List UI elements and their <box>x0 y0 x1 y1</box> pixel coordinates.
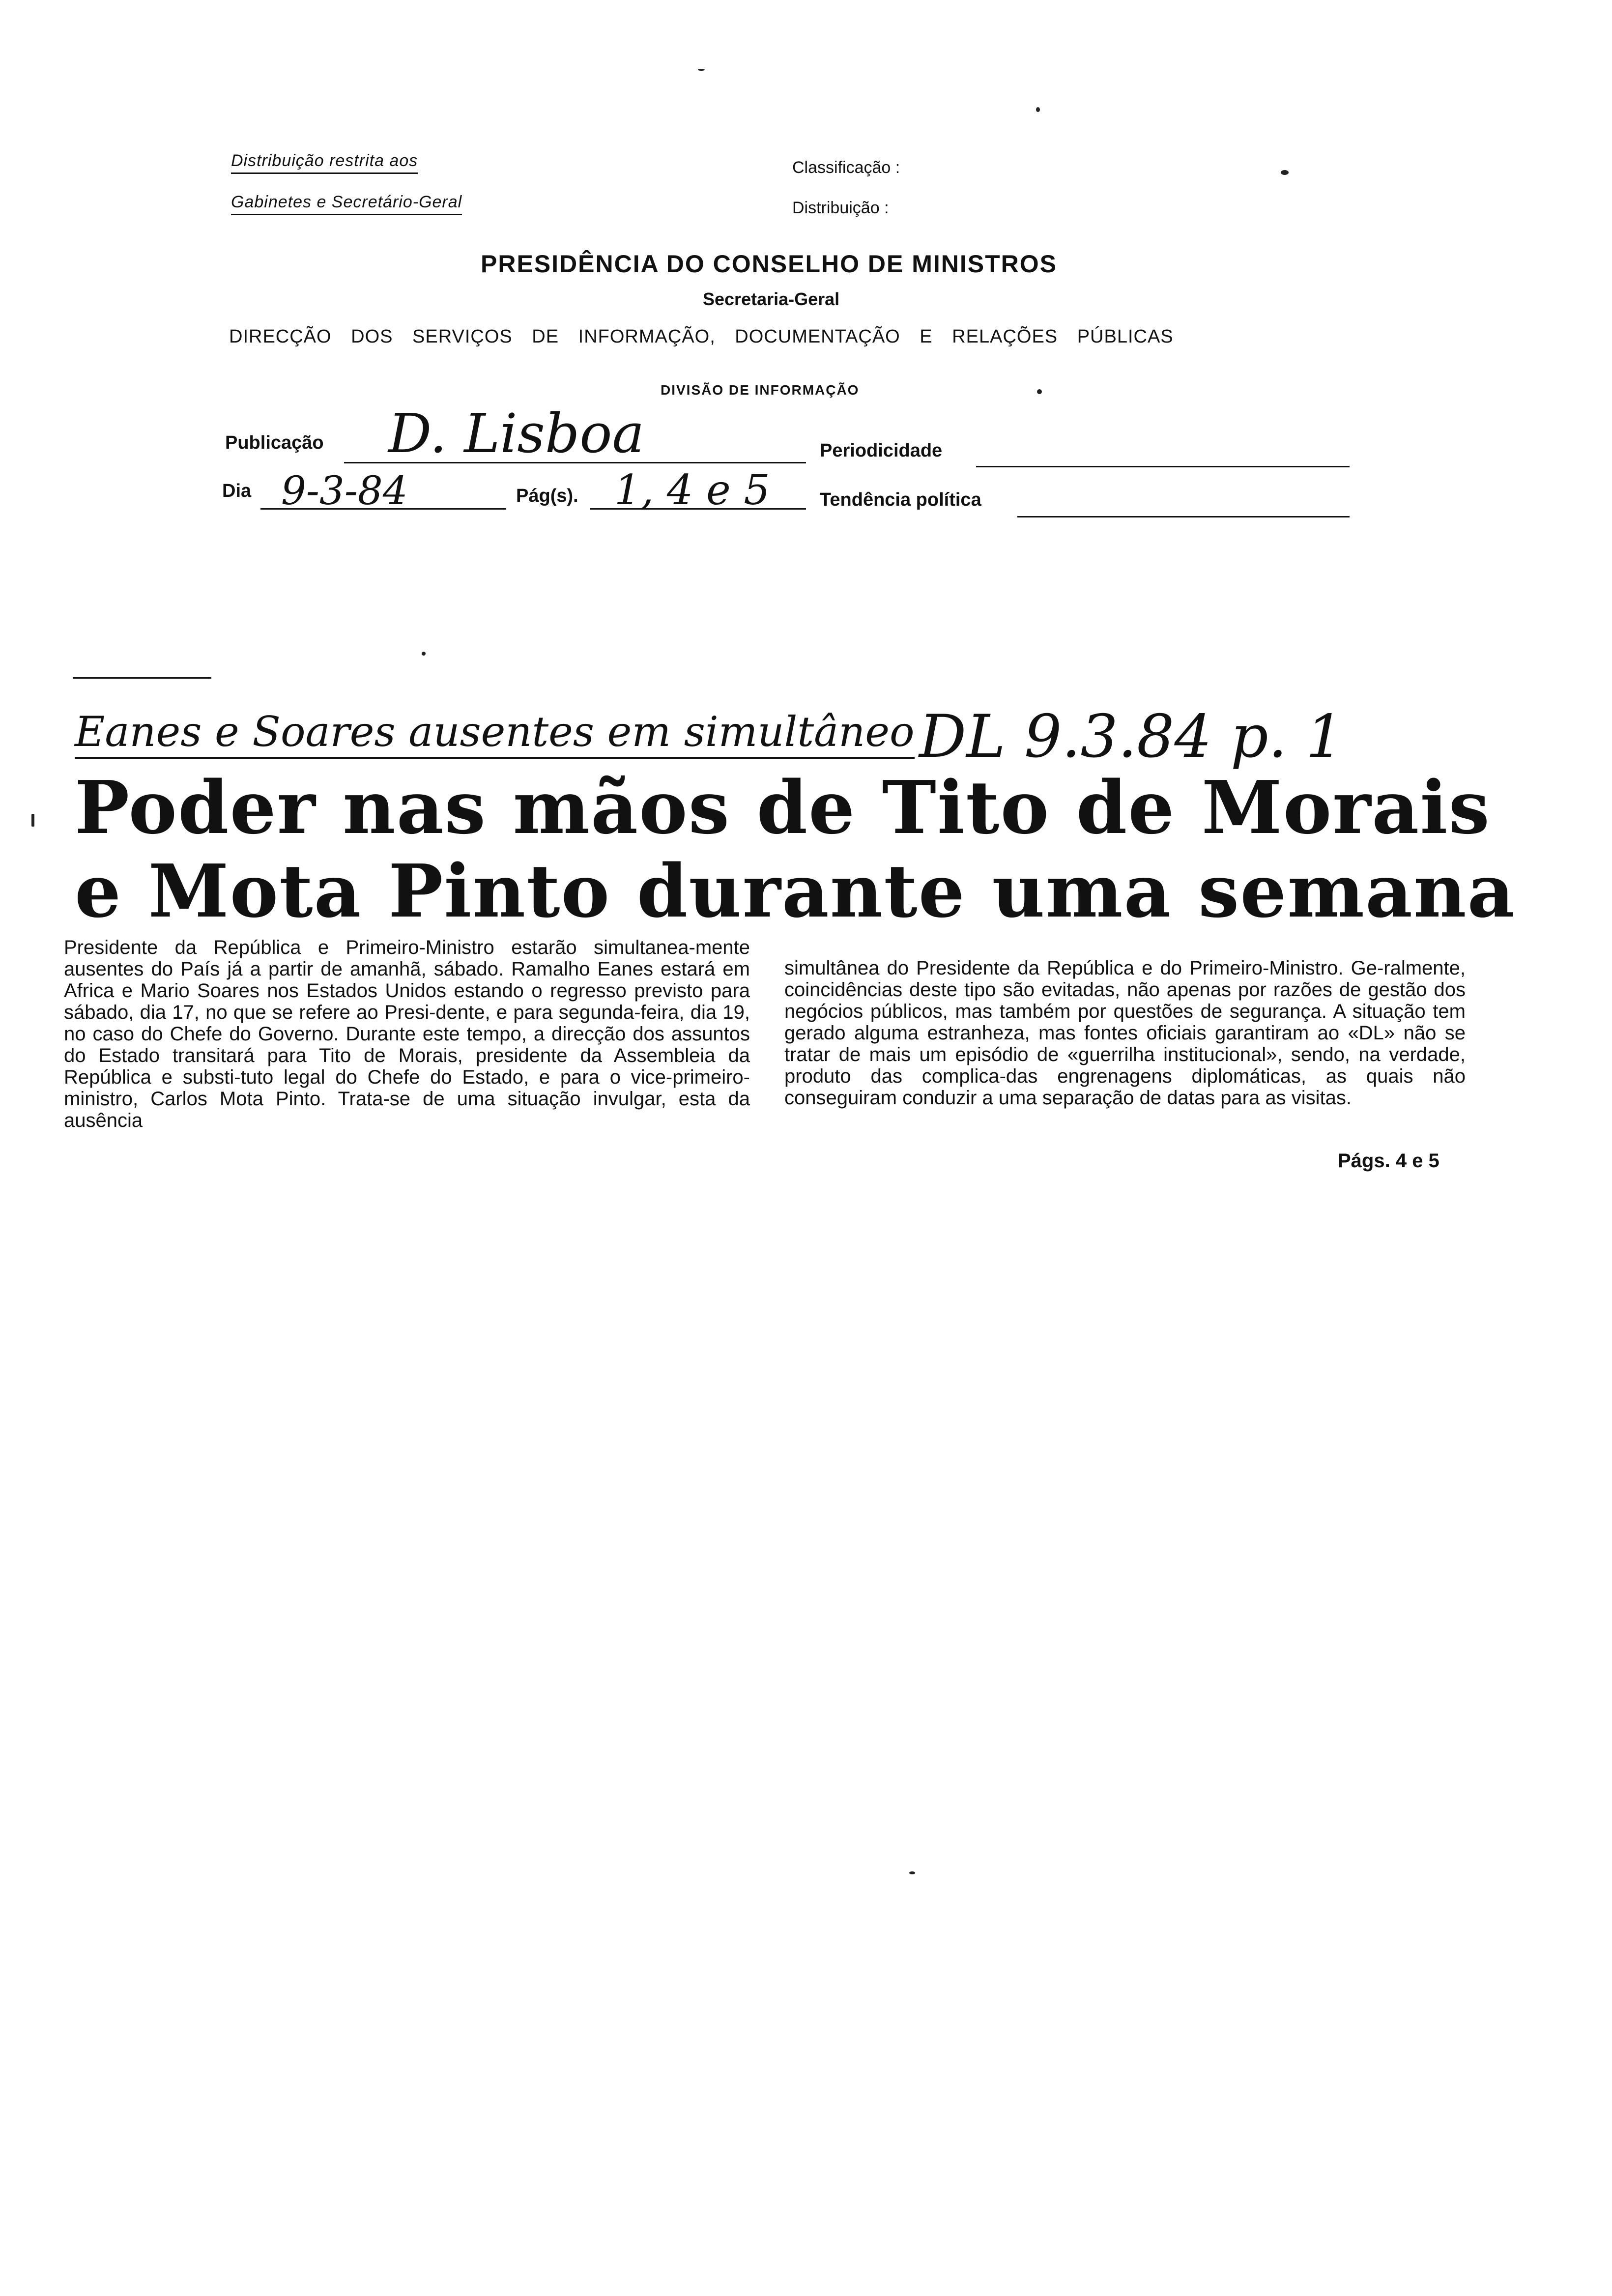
dia-label: Dia <box>222 481 252 501</box>
publicacao-label: Publicação <box>225 432 324 453</box>
scan-speck <box>909 1871 915 1874</box>
scan-speck <box>698 69 705 71</box>
scan-speck <box>31 814 34 827</box>
article-column-1: Presidente da República e Primeiro-Ministro estarão simultanea-mente ausentes do País já a partir de amanhã, sábado. Ramalho Eanes estará em Africa e Mario Soares nos Estados Unidos estando o regresso previsto para sábado, dia 17, no que se refere ao Presi-dente, e para segunda-feira, dia 19, no caso do Chefe do Governo. Durante este tempo, a direcção dos assuntos do Estado transitará para Tito de Morais, presidente da Assembleia da República e substi-tuto legal do Chefe do Estado, e para o vice-primeiro-ministro, Carlos Mota Pinto. Trata-se de uma situação invulgar, esta da ausência <box>64 937 756 1131</box>
article-column-2: simultânea do Presidente da República e do Primeiro-Ministro. Ge-ralmente, coincidências deste tipo são evitadas, não apenas por razões de gestão dos negócios públicos, mas também por questões de segurança. A situação tem gerado alguma estranheza, mas fontes oficiais garantiram ao «DL» não se tratar de mais um episódio de «guerrilha institucional», sendo, na verdade, produto das complica-das engrenagens diplomáticas, as quais não conseguiram conduzir a uma separação de datas para as visitas. <box>784 957 1471 1109</box>
scan-speck <box>1036 107 1040 112</box>
restricted-distribution-line1: Distribuição restrita aos <box>231 151 418 174</box>
clipping-top-rule <box>73 677 211 679</box>
pags-value: 1, 4 e 5 <box>614 466 770 514</box>
pags-label: Pág(s). <box>516 486 578 506</box>
dia-value: 9-3-84 <box>281 468 408 514</box>
publicacao-value: D. Lisboa <box>388 402 645 465</box>
division-line: DIVISÃO DE INFORMAÇÃO <box>661 382 860 398</box>
headline-line1: Poder nas mãos de Tito de Morais <box>75 765 1491 850</box>
directorate-line: DIRECÇÃO DOS SERVIÇOS DE INFORMAÇÃO, DOCUMENTAÇÃO E RELAÇÕES PÚBLICAS <box>229 326 1174 347</box>
periodicidade-label: Periodicidade <box>820 440 943 461</box>
periodicidade-line <box>976 466 1350 467</box>
scan-speck <box>1281 170 1289 175</box>
handwritten-reference: DL 9.3.84 p. 1 <box>919 703 1344 771</box>
scan-speck <box>422 652 426 656</box>
org-subtitle: Secretaria-Geral <box>703 289 840 309</box>
restricted-distribution-line2: Gabinetes e Secretário-Geral <box>231 193 462 215</box>
headline-line2: e Mota Pinto durante uma semana <box>75 848 1516 934</box>
scan-speck <box>1037 389 1042 394</box>
distribuicao-label: Distribuição : <box>792 199 889 217</box>
org-title: PRESIDÊNCIA DO CONSELHO DE MINISTROS <box>481 250 1058 278</box>
tendencia-label: Tendência política <box>820 489 981 510</box>
pages-reference: Págs. 4 e 5 <box>1338 1150 1439 1172</box>
classificacao-label: Classificação : <box>792 158 900 177</box>
article-kicker: Eanes e Soares ausentes em simultâneo <box>75 708 915 759</box>
tendencia-line <box>1017 516 1350 517</box>
